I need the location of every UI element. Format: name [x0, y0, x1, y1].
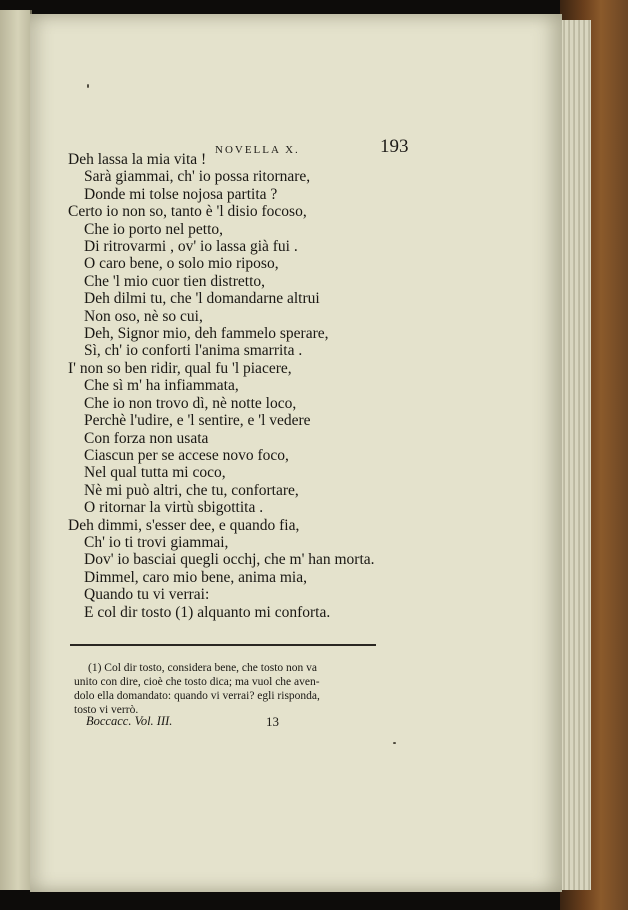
poem-line: Con forza non usata [84, 429, 209, 447]
printer-signature: Boccacc. Vol. III. [86, 714, 173, 728]
poem-line: Deh, Signor mio, deh fammelo sperare, [84, 325, 329, 343]
page-number: 193 [380, 136, 409, 157]
poem-text [68, 151, 428, 621]
poem-line: Sì, ch' io conforti l'anima smarrita . [84, 342, 303, 360]
poem-line: Non oso, nè so cui, [84, 307, 203, 325]
paper-speck [87, 84, 89, 88]
running-title: NOVELLA X. [215, 144, 300, 156]
poem-line: Ciascun per se accese novo foco, [84, 446, 289, 464]
poem-line: Deh dilmi tu, che 'l domandarne altrui [84, 290, 320, 308]
poem-line: O caro bene, o solo mio riposo, [84, 255, 279, 273]
poem-line: Che io non trovo dì, nè notte loco, [84, 394, 297, 412]
footnote-rule [70, 644, 376, 646]
footnote-line: tosto vi verrò. [74, 704, 139, 716]
footnote-line: (1) Col dir tosto, considera bene, che tosto non va [88, 662, 317, 674]
poem-line: Nel qual tutta mi coco, [84, 464, 226, 482]
footnote [74, 661, 374, 717]
poem-line: Dimmel, caro mio bene, anima mia, [84, 568, 307, 586]
footnote-line: unito con dire, cioè che tosto dica; ma vuol che aven- [74, 676, 320, 688]
poem-line: Perchè l'udire, e 'l sentire, e 'l vedere [84, 412, 311, 430]
sheet-number: 13 [266, 714, 279, 729]
poem-line: Quando tu vi verrai: [84, 586, 210, 604]
poem-line: Deh dimmi, s'esser dee, e quando fia, [68, 516, 300, 534]
book-page [30, 14, 562, 892]
poem-line: Sarà giammai, ch' io possa ritornare, [84, 168, 311, 186]
poem-line: Donde mi tolse nojosa partita ? [84, 185, 278, 203]
poem-line: Certo io non so, tanto è 'l disio focoso, [68, 203, 307, 221]
paper-speck [393, 742, 396, 744]
facing-page-edge [0, 10, 32, 890]
poem-line: Deh lassa la mia vita ! [68, 151, 207, 168]
poem-line: Di ritrovarmi , ov' io lassa già fui . [84, 238, 298, 256]
poem-line: Che sì m' ha infiammata, [84, 377, 239, 395]
poem-line: Nè mi può altri, che tu, confortare, [84, 481, 299, 499]
poem-line: Dov' io basciai quegli occhj, che m' han morta. [84, 551, 375, 569]
poem-line: E col dir tosto (1) alquanto mi conforta. [84, 603, 331, 621]
poem-line: I' non so ben ridir, qual fu 'l piacere, [68, 359, 292, 377]
poem-line: Che io porto nel petto, [84, 220, 224, 238]
poem-line: Ch' io ti trovi giammai, [84, 533, 229, 551]
footnote-line: dolo ella domandato: quando vi verrai? egli risponda, [74, 690, 320, 702]
poem-line: O ritornar la virtù sbigottita . [84, 499, 264, 517]
poem-line: Che 'l mio cuor tien distretto, [84, 272, 266, 290]
